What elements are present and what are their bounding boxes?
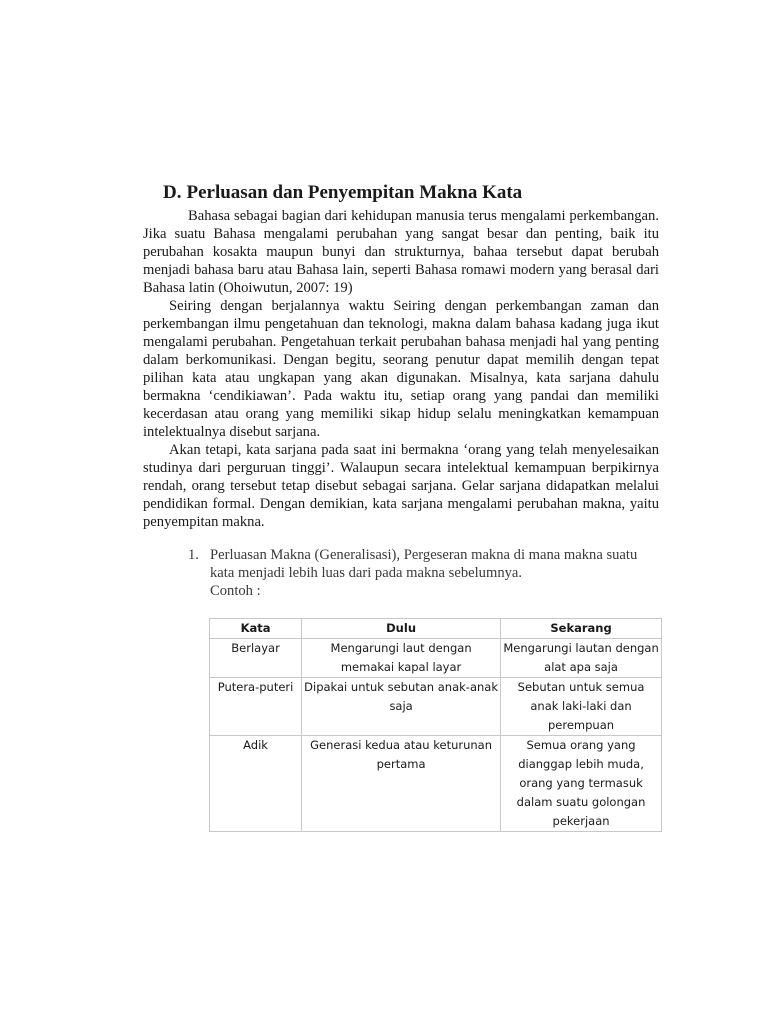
table-cell: Generasi kedua atau keturunan pertama (302, 736, 501, 832)
column-header-kata: Kata (210, 619, 302, 639)
table-cell: Semua orang yang dianggap lebih muda, orang yang termasuk dalam suatu golongan pekerjaan (501, 736, 662, 832)
table-cell: Berlayar (210, 639, 302, 678)
table-cell: Adik (210, 736, 302, 832)
table-cell: Dipakai untuk sebutan anak-anak saja (302, 678, 501, 736)
example-label: Contoh : (210, 583, 261, 599)
numbered-list-item (188, 546, 658, 600)
list-number: 1. (188, 547, 199, 563)
table-cell: Sebutan untuk semua anak laki-laki dan perempuan (501, 678, 662, 736)
section-title: Perluasan dan Penyempitan Makna Kata (186, 182, 523, 203)
column-header-dulu: Dulu (302, 619, 501, 639)
table-header-row (210, 619, 662, 639)
table-cell: Mengarungi lautan dengan alat apa saja (501, 639, 662, 678)
table-cell: Putera-puteri (210, 678, 302, 736)
paragraph-2: Seiring dengan berjalannya waktu Seiring dengan perkembangan zaman dan perkembangan ilmu pengetahuan dan teknologi, makna dalam bahasa kadang juga ikut mengalami perubahan. Pengetahuan terkait perubahan bahasa menjadi hal yang penting dalam berkomunikasi. Dengan begitu, seorang penutur dapat memilih dengan tepat pilihan kata atau ungkapan yang akan digunakan. Misalnya, kata sarjana dahulu bermakna ‘cendikiawan’. Pada waktu itu, setiap orang yang pandai dan memiliki kecerdasan atau orang yang memiliki sikap hidup selalu meningkatkan kemampuan intelektualnya disebut sarjana. (143, 298, 659, 440)
paragraph-1: Bahasa sebagai bagian dari kehidupan manusia terus mengalami perkembangan. Jika suatu Bahasa mengalami perubahan yang sangat besar dan penting, baik itu perubahan kosakta maupun bunyi dan strukturnya, bahaa tersebut dapat berubah menjadi bahasa baru atau Bahasa lain, seperti Bahasa romawi modern yang berasal dari Bahasa latin (Ohoiwutun, 2007: 19) (143, 208, 659, 296)
table-row (210, 736, 662, 832)
table-row (210, 678, 662, 736)
table-cell: Mengarungi laut dengan memakai kapal layar (302, 639, 501, 678)
section-letter: D. (163, 182, 182, 203)
column-header-sekarang: Sekarang (501, 619, 662, 639)
examples-table (209, 618, 662, 832)
paragraph-3: Akan tetapi, kata sarjana pada saat ini bermakna ‘orang yang telah menyelesaikan studinya dari perguruan tinggi’. Walaupun secara intelektual kemampuan berpikirnya rendah, orang tersebut tetap disebut sebagai sarjana. Gelar sarjana didapatkan melalui pendidikan formal. Dengan demikian, kata sarjana mengalami perubahan makna, yaitu penyempitan makna. (143, 442, 659, 530)
section-heading (163, 181, 522, 205)
list-item-text: Perluasan Makna (Generalisasi), Pergeseran makna di mana makna suatu kata menjadi lebih luas dari pada makna sebelumnya. (210, 547, 638, 581)
table-row (210, 639, 662, 678)
body-text (143, 207, 659, 531)
